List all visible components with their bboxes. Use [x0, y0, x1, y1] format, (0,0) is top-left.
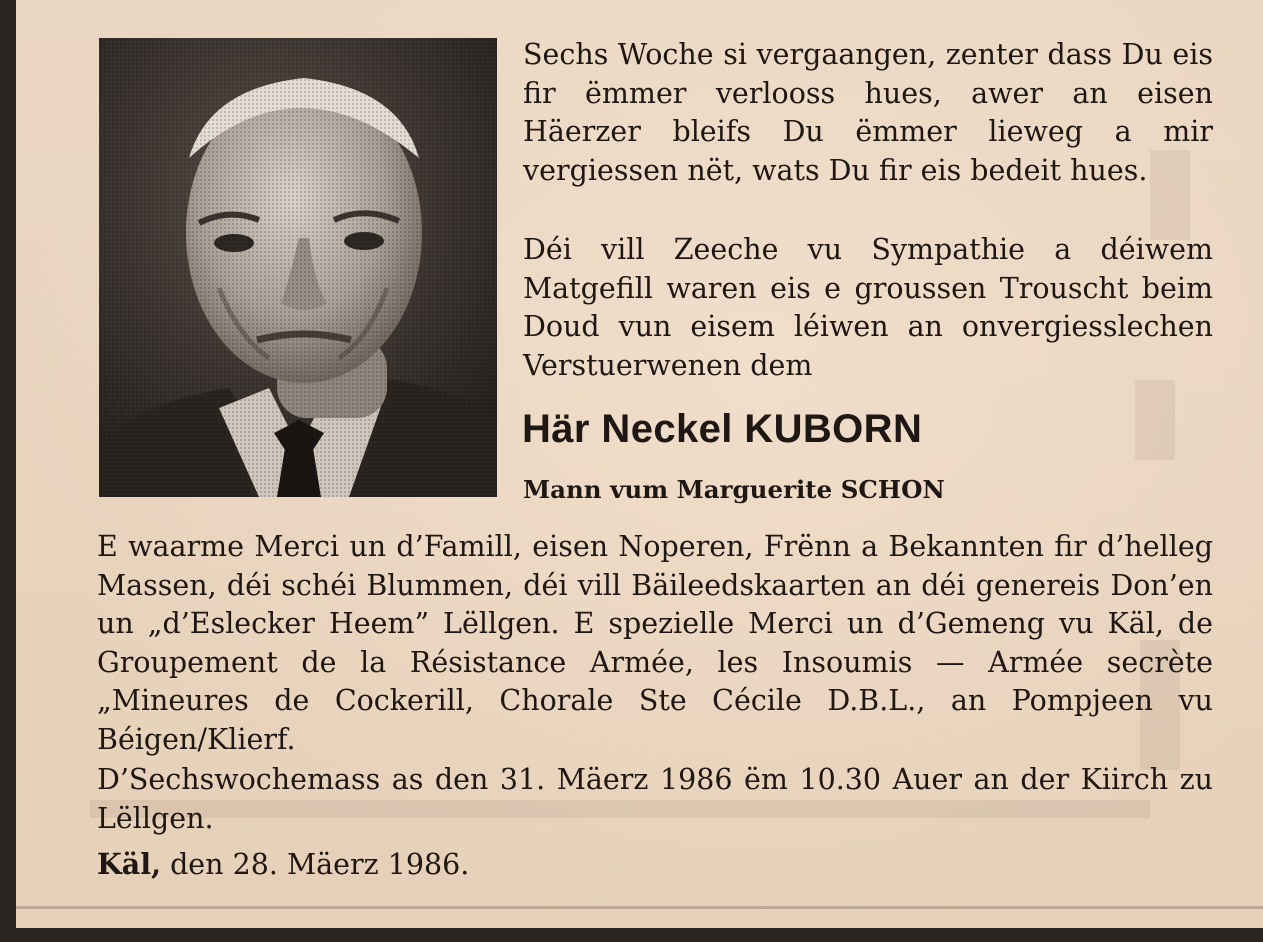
clipping-edge-left	[0, 0, 16, 942]
sympathy-paragraph: Déi vill Zeeche vu Sympathie a déiwem Matgefill waren eis e groussen Trouscht beim Doud vun eisem léiwen an onvergiesslechen Verstuerwenen dem	[523, 233, 1213, 382]
portrait-photo	[99, 38, 497, 497]
clipping-edge-bottom	[0, 928, 1263, 942]
divider	[16, 906, 1263, 909]
thanks-paragraph: E waarme Merci un d’Famill, eisen Noperen, Frënn a Bekannten fir d’helleg Massen, déi schéi Blummen, déi vill Bäileedskaarten an déi genereis Don’en un „d’Eslecker Heem” Lëllgen. E spezielle Merci un d’Gemeng vu Käl, de Groupement de la Résistance Armée, les Insoumis — Armée secrète „Mineures de Cockerill, Chorale Ste Cécile D.B.L., an Pompjeen vu Béigen/Klierf.	[97, 530, 1213, 756]
bleed-through-shape	[1135, 380, 1175, 460]
intro-paragraph: Sechs Woche si vergaangen, zenter dass Du eis fir ëmmer verlooss hues, awer an eisen Häerzer bleifs Du ëmmer lieweg a mir vergiessen nët, wats Du fir eis bedeit hues.	[523, 38, 1213, 187]
place-date-line	[97, 845, 469, 885]
date: den 28. Mäerz 1986.	[170, 848, 470, 881]
deceased-name: Här Neckel KUBORN	[522, 407, 923, 451]
place: Käl,	[97, 847, 161, 881]
portrait-image	[99, 38, 497, 497]
spouse-line: Mann vum Marguerite SCHON	[523, 475, 945, 504]
mass-announcement: D’Sechswochemass as den 31. Mäerz 1986 ëm 10.30 Auer an der Kiirch zu Lëllgen.	[97, 763, 1213, 835]
